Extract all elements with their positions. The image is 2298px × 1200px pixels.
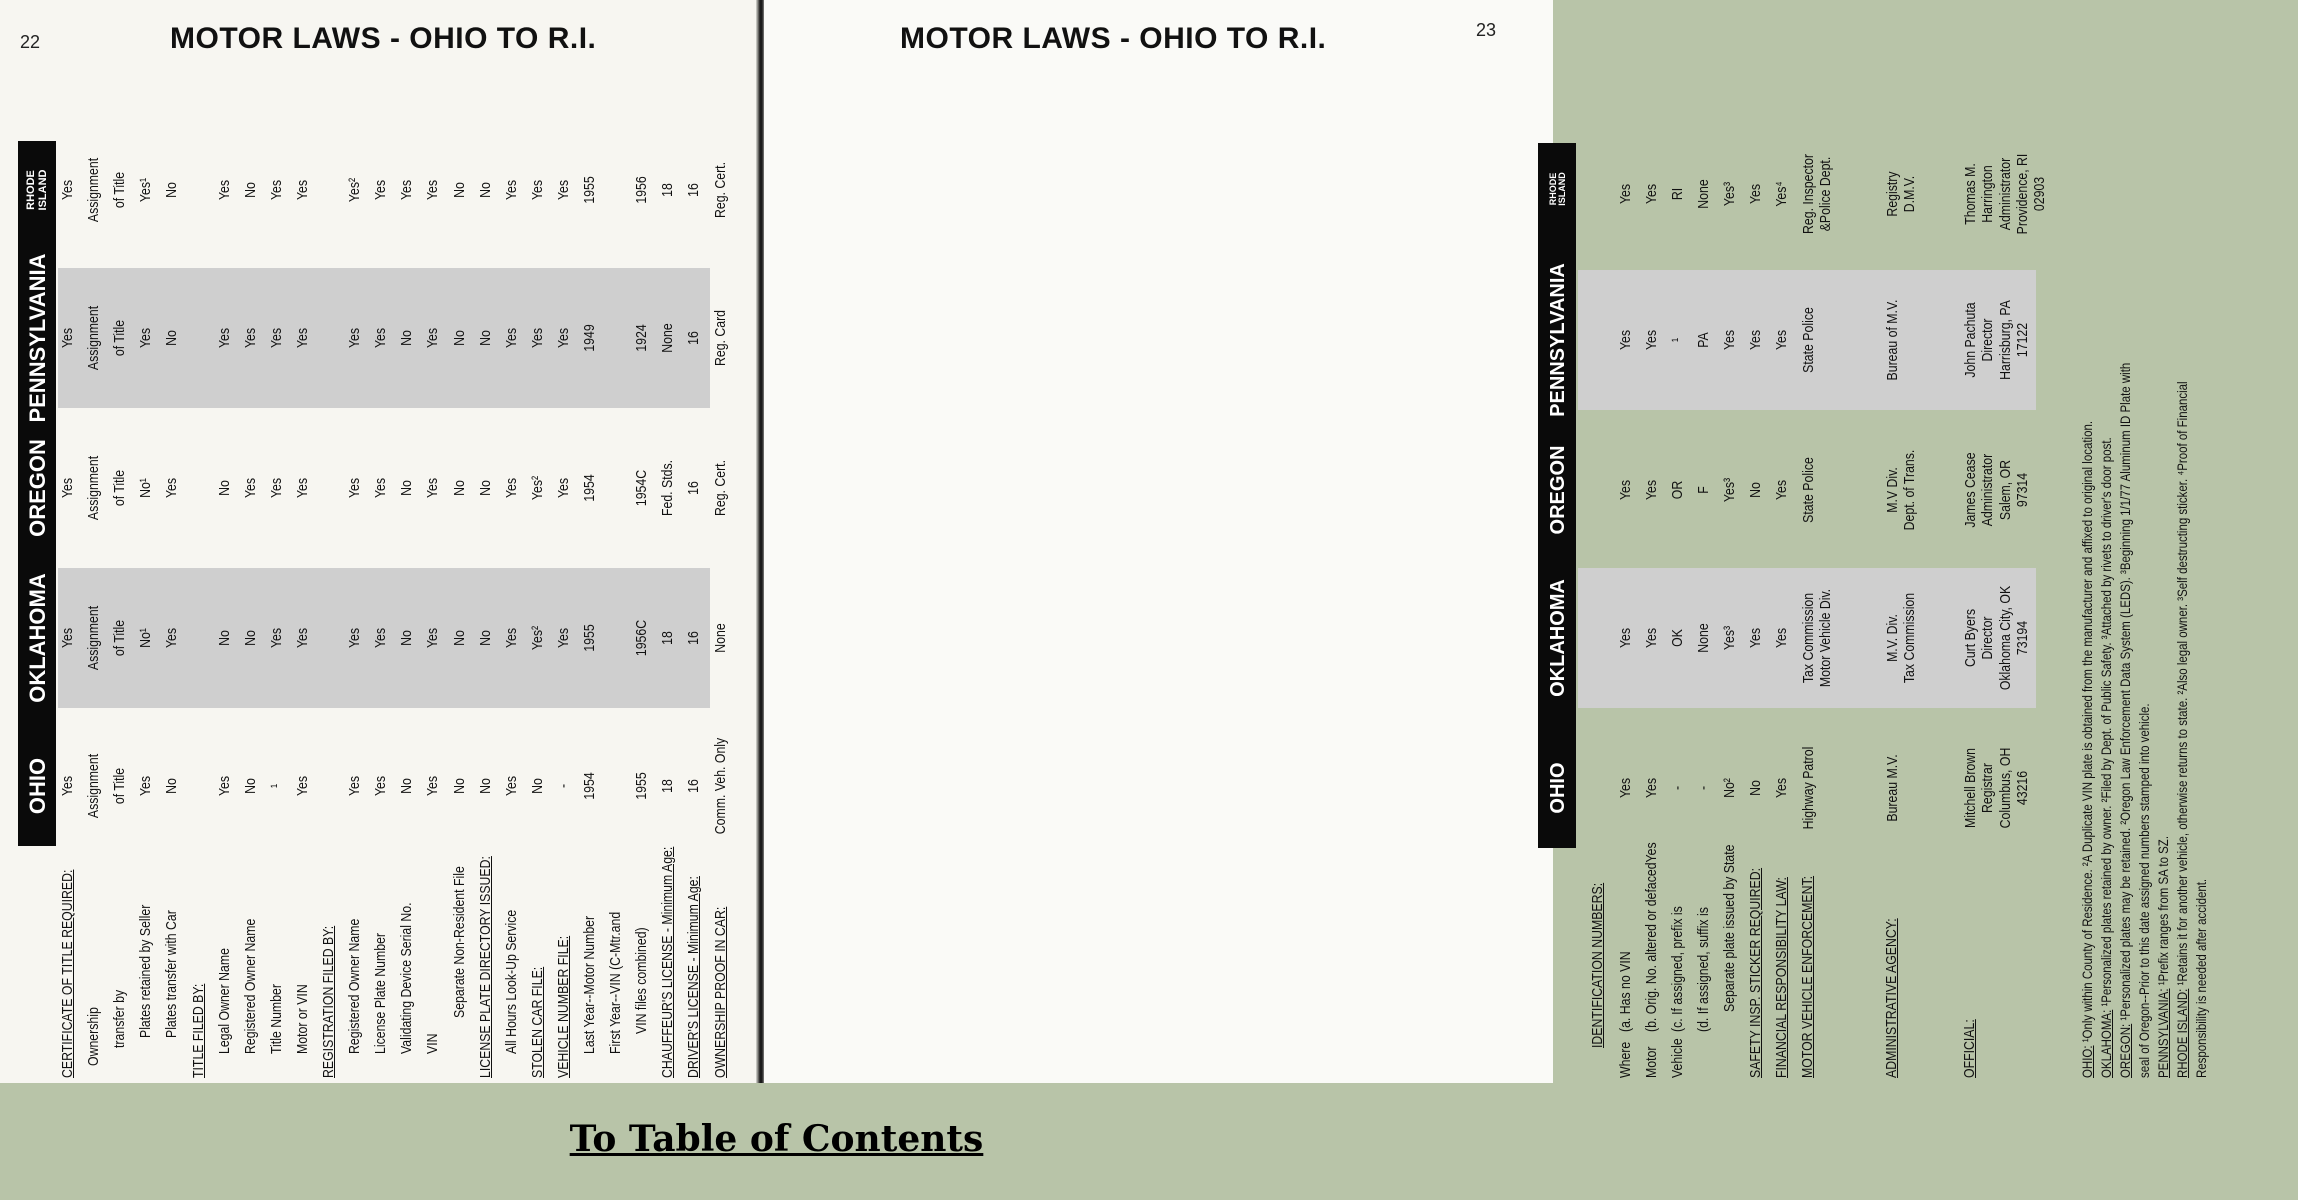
row-label: OFFICIAL: (1961, 1019, 1978, 1078)
state-header-rhode-island (1538, 154, 1578, 224)
row-label: SAFETY INSP. STICKER REQUIRED: (1747, 867, 1764, 1078)
cell-value: Yes (372, 179, 390, 201)
cell-value: Yes (59, 179, 76, 201)
cell-value: OK (1669, 629, 1686, 647)
cell-value: Yes (1747, 183, 1764, 205)
cell-value (1884, 433, 1919, 548)
row-label: FINANCIAL RESPONSIBILITY LAW: (1773, 877, 1790, 1078)
cell-value: No (215, 630, 233, 646)
row-label: Plates retained by Seller (137, 904, 155, 1038)
row-sublabel: Separate plate issued by State (1721, 844, 1738, 1012)
cell-value (1884, 731, 1901, 846)
cell-value: Yes (1643, 183, 1660, 205)
row-sublabel: (c. If assigned, prefix is (1669, 906, 1686, 1032)
cell-value: Yes² (528, 625, 546, 651)
row-label: Vehicle (1669, 1038, 1686, 1078)
cell-value (1884, 283, 1901, 398)
cell-value: Yes (502, 179, 520, 201)
cell-value: No (398, 330, 416, 346)
cell-line: Salem, OR (1996, 459, 2014, 521)
cell-line: Administrator (1979, 453, 1997, 527)
cell-value: Yes (554, 327, 572, 349)
cell-value: Yes (1643, 479, 1660, 501)
cell-value: None (659, 323, 677, 353)
footnote-state: OREGON: (2117, 1023, 2133, 1078)
cell-value: Yes (267, 627, 285, 649)
row-label: MOTOR VEHICLE ENFORCEMENT: (1799, 875, 1816, 1078)
row-label: License Plate Number (372, 932, 390, 1054)
cell-line: M.V. Div. (1884, 614, 1901, 662)
cell-value: 16 (685, 331, 703, 345)
cell-value: No² (1721, 778, 1738, 798)
cell-value: None (711, 623, 729, 653)
cell-value: of Title (111, 767, 129, 805)
cell-value: Yes (502, 327, 520, 349)
cell-value (1800, 731, 1817, 846)
footnote-line (2194, 233, 2208, 1078)
cell-value: No (398, 778, 416, 794)
state-header-pennsylvania: PENNSYLVANIA (1547, 263, 1569, 417)
row-label: Legal Owner Name (215, 948, 233, 1054)
row-label: VEHICLE NUMBER FILE: (554, 935, 572, 1078)
cell-line: Reg. Inspector (1800, 153, 1817, 235)
cell-value: No (476, 330, 494, 346)
cell-value: Yes (1773, 479, 1790, 501)
cell-value: 1954 (581, 772, 598, 800)
cell-line: John Pachuta (1962, 302, 1979, 378)
row-sublabel: (b. Orig. No. altered or defacedYes (1643, 842, 1660, 1032)
cell-value: Yes³ (1721, 477, 1738, 503)
footnote-state: PENNSYLVANIA: (2155, 988, 2171, 1078)
cell-line: Motor Vehicle Div. (1817, 588, 1835, 688)
cell-line: Bureau of M.V. (1884, 299, 1901, 381)
cell-value: Yes (1747, 627, 1764, 649)
cell-value: No (163, 330, 181, 346)
cell-value: Yes (346, 627, 364, 649)
cell-value: Yes (293, 477, 311, 499)
footnote-state: OHIO: (2079, 1045, 2095, 1078)
state-header-ohio: OHIO (1547, 762, 1569, 814)
footnote-line (2118, 233, 2132, 1078)
cell-line: Director (1979, 318, 1997, 362)
cell-value: Yes (1643, 627, 1660, 649)
cell-value: - (1669, 785, 1686, 791)
cell-value (1800, 137, 1835, 252)
row-label: Ownership (85, 1007, 103, 1066)
cell-value: Yes (59, 477, 76, 499)
footnote-text: Responsibility is needed after accident. (2193, 878, 2209, 1078)
cell-value: of Title (111, 319, 129, 357)
cell-value: No (450, 630, 468, 646)
cell-value (1884, 137, 1919, 252)
row-label: DRIVER'S LICENSE - Minimum Age: (685, 876, 703, 1078)
cell-value: Yes (528, 327, 546, 349)
row-label: Title Number (267, 984, 285, 1054)
cell-value (1962, 433, 2031, 548)
cell-value: None (1695, 179, 1712, 209)
row-sublabel: (d. If assigned, suffix is (1695, 907, 1712, 1032)
cell-value: Yes (502, 477, 520, 499)
state-header-oklahoma: OKLAHOMA (25, 573, 50, 703)
cell-value (1962, 283, 2031, 398)
footnote-text: ¹Retains it for another vehicle, otherwise returns to state. ²Also legal owner. ³Self destructing sticker. ⁴Proof of Financial (2174, 381, 2190, 989)
cell-value: Yes (137, 775, 155, 797)
cell-value: No (1747, 482, 1764, 498)
cell-value: Yes (346, 327, 364, 349)
footnote-line (2156, 233, 2170, 1078)
cell-line: D.M.V. (1901, 175, 1919, 213)
cell-value (1884, 581, 1919, 696)
cell-value: ¹ (267, 783, 285, 789)
cell-line: Mitchell Brown (1962, 748, 1979, 828)
cell-line: Thomas M. Harrington (1962, 163, 1997, 225)
cell-value: Reg. Card (711, 309, 729, 367)
cell-value: No (398, 630, 416, 646)
cell-value: 1954C (633, 469, 651, 507)
cell-line: Columbus, OH (1996, 747, 2014, 829)
cell-value: No (398, 480, 416, 496)
right-table (1538, 48, 2298, 1078)
cell-value: No (476, 480, 494, 496)
cell-value: 16 (685, 481, 703, 495)
cell-value: 1956 (633, 176, 651, 204)
cell-value: 1955 (633, 772, 651, 800)
cell-line: Director (1979, 616, 1997, 660)
cell-value: Yes³ (1721, 625, 1738, 651)
footnote-line (2137, 233, 2151, 1078)
cell-value: No (215, 480, 233, 496)
cell-value: Yes (215, 327, 233, 349)
cell-value: Yes (59, 775, 76, 797)
row-label: Registered Owner Name (346, 918, 364, 1054)
cell-value: Yes⁴ (1773, 181, 1790, 207)
toc-link-container (0, 1118, 1553, 1160)
left-table (18, 48, 753, 1078)
cell-value: Yes (293, 179, 311, 201)
cell-value: No¹ (137, 628, 155, 648)
row-label: Motor (1643, 1046, 1660, 1078)
cell-value: of Title (111, 619, 129, 657)
cell-value: Yes (59, 627, 76, 649)
cell-value: No¹ (137, 478, 155, 498)
cell-value (1800, 283, 1817, 398)
cell-value: Yes (1617, 183, 1634, 205)
page-title-right: MOTOR LAWS - OHIO TO R.I. (900, 22, 1327, 55)
cell-value: ¹ (1669, 337, 1686, 343)
cell-value: PA (1695, 332, 1712, 348)
row-label: First Year--VIN (C-Mtr.and (607, 911, 625, 1054)
row-label: Registered Owner Name (241, 918, 259, 1054)
footnote-line (2080, 233, 2094, 1078)
footnote-state: OKLAHOMA: (2098, 1009, 2114, 1078)
row-sublabel: (a. Has no VIN (1617, 951, 1634, 1032)
cell-value: Yes (1721, 329, 1738, 351)
row-label: VIN files combined) (633, 927, 651, 1034)
cell-value: Yes (163, 627, 181, 649)
cell-value: Yes (1617, 627, 1634, 649)
cell-value: 1924 (633, 324, 651, 352)
cell-value: Yes (241, 477, 259, 499)
cell-value: 1956C (633, 619, 651, 657)
row-label: Validating Device Serial No. (398, 902, 416, 1054)
cell-value: Yes (554, 627, 572, 649)
cell-value: Yes (1773, 627, 1790, 649)
cell-value: Yes (293, 775, 311, 797)
cell-line: Tax Commission (1901, 592, 1919, 684)
cell-value: None (1695, 623, 1712, 653)
cell-value: Yes (424, 327, 442, 349)
footnote-line (2175, 233, 2189, 1078)
cell-value: Yes (554, 179, 572, 201)
cell-value: RI (1669, 187, 1686, 201)
cell-value: Yes (293, 627, 311, 649)
cell-value: Yes (241, 327, 259, 349)
row-label: STOLEN CAR FILE: (528, 966, 546, 1078)
cell-value: Yes (502, 627, 520, 649)
cell-value: No (241, 778, 259, 794)
row-label: VIN (424, 1033, 442, 1054)
cell-value: OR (1669, 480, 1686, 500)
cell-value: 18 (659, 631, 677, 645)
state-header-ohio: OHIO (25, 757, 50, 815)
cell-value (1800, 581, 1835, 696)
cell-value: 1949 (581, 324, 598, 352)
cell-value (1962, 731, 2031, 846)
cell-value: Yes¹ (137, 177, 155, 203)
cell-value: Yes (424, 477, 442, 499)
cell-value: Yes (59, 327, 76, 349)
row-label: Plates transfer with Car (163, 910, 181, 1038)
cell-value: Assignment (85, 455, 103, 521)
cell-value: Yes² (346, 177, 364, 203)
cell-value: Yes (424, 775, 442, 797)
cell-line: 43216 (2013, 770, 2031, 806)
row-label: transfer by (111, 989, 129, 1048)
cell-value: Reg. Cert. (711, 459, 729, 517)
footnote-text: ¹Personalized plates retained by owner. ²Filed by Dept. of Public Safety. ³Attached by rivets to driver's door post. (2098, 437, 2114, 1010)
cell-value: Yes (267, 327, 285, 349)
cell-value: Yes (1773, 777, 1790, 799)
rhode-island-word: RHODE (1547, 172, 1558, 206)
cell-value: 16 (685, 183, 703, 197)
page-number-left: 22 (20, 32, 41, 52)
cell-value: Yes (372, 327, 390, 349)
cell-value: No (450, 480, 468, 496)
section-header: IDENTIFICATION NUMBERS: (1589, 882, 1606, 1048)
cell-value: No (1747, 780, 1764, 796)
row-label: LICENSE PLATE DIRECTORY ISSUED: (476, 856, 494, 1078)
footnote-text: seal of Oregon--Prior to this date assigned numbers stamped into vehicle. (2136, 703, 2152, 1078)
cell-value: Yes³ (1721, 181, 1738, 207)
row-label: ADMINISTRATIVE AGENCY: (1883, 918, 1900, 1078)
cell-line: &Police Dept. (1817, 156, 1835, 232)
cell-value: No (163, 182, 181, 198)
rhode-island-word: RHODE (25, 170, 38, 210)
cell-value: Yes (1617, 777, 1634, 799)
cell-value: Reg. Cert. (711, 161, 729, 219)
state-header-oregon: OREGON (1547, 445, 1569, 535)
cell-value (1800, 433, 1817, 548)
cell-value: Yes (372, 627, 390, 649)
rhode-island-word: ISLAND (37, 169, 49, 211)
cell-value: - (554, 783, 572, 789)
cell-line: Registrar (1979, 763, 1997, 813)
cell-value: Yes (424, 627, 442, 649)
cell-value: Comm. Veh. Only (711, 737, 729, 835)
cell-value: 1955 (581, 624, 598, 652)
cell-value: No (241, 630, 259, 646)
cell-value (1962, 137, 2048, 252)
cell-line: Administrator (1996, 157, 2014, 231)
cell-value: 1955 (581, 176, 598, 204)
footnote-text: ¹Only within County of Residence. ²A Duplicate VIN plate is obtained from the manufacturer and affixed to original location. (2079, 420, 2095, 1046)
cell-value: Yes (267, 179, 285, 201)
cell-value: Yes (1747, 329, 1764, 351)
row-label: CHAUFFEUR'S LICENSE - Minimum Age: (659, 846, 677, 1078)
cell-value (1962, 581, 2031, 696)
cell-line: 17122 (2013, 322, 2031, 358)
cell-value: Yes (1643, 329, 1660, 351)
cell-value: of Title (111, 171, 129, 209)
cell-line: Bureau M.V. (1884, 754, 1901, 822)
cell-value: of Title (111, 469, 129, 507)
cell-value: No (163, 778, 181, 794)
cell-line: M.V Div. (1884, 467, 1901, 513)
cell-line: Curt Byers (1962, 608, 1979, 668)
cell-value: Yes (293, 327, 311, 349)
cell-value: Yes (267, 477, 285, 499)
cell-value: 1954 (581, 474, 598, 502)
cell-value: 16 (685, 631, 703, 645)
right-page (764, 0, 2209, 1083)
cell-line: Providence, RI (2013, 153, 2031, 235)
cell-line: Oklahoma City, OK (1996, 585, 2014, 691)
cell-value: Yes (346, 477, 364, 499)
cell-value: Yes (502, 775, 520, 797)
cell-value: Yes (1617, 479, 1634, 501)
row-label: Last Year--Motor Number (581, 915, 598, 1054)
cell-value: No (476, 778, 494, 794)
state-header-pennsylvania: PENNSYLVANIA (25, 253, 50, 423)
cell-value: Yes² (528, 475, 546, 501)
row-label: Motor or VIN (293, 984, 311, 1054)
cell-value: 18 (659, 183, 677, 197)
cell-value: Yes (528, 179, 546, 201)
state-header-rhode-island (18, 145, 58, 235)
cell-value: Yes (215, 775, 233, 797)
cell-value: Yes (372, 775, 390, 797)
state-header-oklahoma: OKLAHOMA (1547, 579, 1569, 697)
cell-line: Harrisburg, PA (1996, 300, 2014, 380)
page-title-left: MOTOR LAWS - OHIO TO R.I. (170, 22, 597, 55)
cell-value: Assignment (85, 753, 103, 819)
cell-value: Assignment (85, 157, 103, 223)
cell-line: State Police (1800, 307, 1817, 373)
cell-value: Assignment (85, 605, 103, 671)
cell-value: Fed. Stds. (659, 459, 677, 517)
row-label: All Hours Look-Up Service (502, 909, 520, 1054)
table-of-contents-link[interactable]: To Table of Contents (569, 1118, 984, 1160)
cell-value: F (1695, 486, 1712, 494)
cell-line: 97314 (2013, 472, 2031, 508)
cell-value: No (450, 182, 468, 198)
row-label: TITLE FILED BY: (189, 983, 207, 1078)
cell-value: Yes (424, 179, 442, 201)
cell-value: Yes (372, 477, 390, 499)
cell-line: 73194 (2013, 620, 2031, 656)
cell-value: - (1695, 785, 1712, 791)
cell-value: Yes (1643, 777, 1660, 799)
cell-value: No (450, 330, 468, 346)
cell-value: No (476, 182, 494, 198)
row-label: Separate Non-Resident File (450, 866, 468, 1018)
rhode-island-word: ISLAND (1557, 172, 1567, 206)
footnote-state: RHODE ISLAND: (2174, 988, 2190, 1078)
cell-value: 16 (685, 779, 703, 793)
cell-value: Yes (137, 327, 155, 349)
cell-line: Registry (1884, 171, 1901, 217)
cell-value: Yes (163, 477, 181, 499)
cell-value: 18 (659, 779, 677, 793)
cell-line: Tax Commission (1800, 592, 1817, 684)
cell-line: 02903 (2031, 176, 2048, 212)
cell-line: Highway Patrol (1800, 746, 1817, 830)
cell-value: No (528, 778, 546, 794)
cell-value: Yes (554, 477, 572, 499)
row-label: CERTIFICATE OF TITLE REQUIRED: (59, 869, 76, 1078)
cell-value: No (450, 778, 468, 794)
row-label: OWNERSHIP PROOF IN CAR: (711, 906, 729, 1078)
page-number-right: 23 (1476, 20, 1497, 40)
footnote-text: ¹Prefix ranges from SA to SZ. (2155, 835, 2171, 989)
footnote-text: ¹Personalized plates may be retained. ²Oregon Law Enforcement Data System (LEDS). ³Beginning 1/1/77 Aluminum ID Plate with (2117, 362, 2133, 1024)
cell-line: Dept. of Trans. (1901, 449, 1919, 531)
cell-line: State Police (1800, 457, 1817, 523)
footnote-line (2099, 233, 2113, 1078)
cell-value: Yes (398, 179, 416, 201)
row-label: REGISTRATION FILED BY: (320, 925, 337, 1078)
left-page (0, 0, 762, 1083)
cell-value: No (241, 182, 259, 198)
row-label: Where (1617, 1041, 1634, 1078)
cell-value: Assignment (85, 305, 103, 371)
state-header-oregon: OREGON (25, 439, 50, 537)
cell-value: Yes (1617, 329, 1634, 351)
cell-value: Yes (215, 179, 233, 201)
cell-value: Yes (1773, 329, 1790, 351)
cell-value: Yes (346, 775, 364, 797)
cell-value: No (476, 630, 494, 646)
cell-line: James Cease (1962, 452, 1979, 528)
